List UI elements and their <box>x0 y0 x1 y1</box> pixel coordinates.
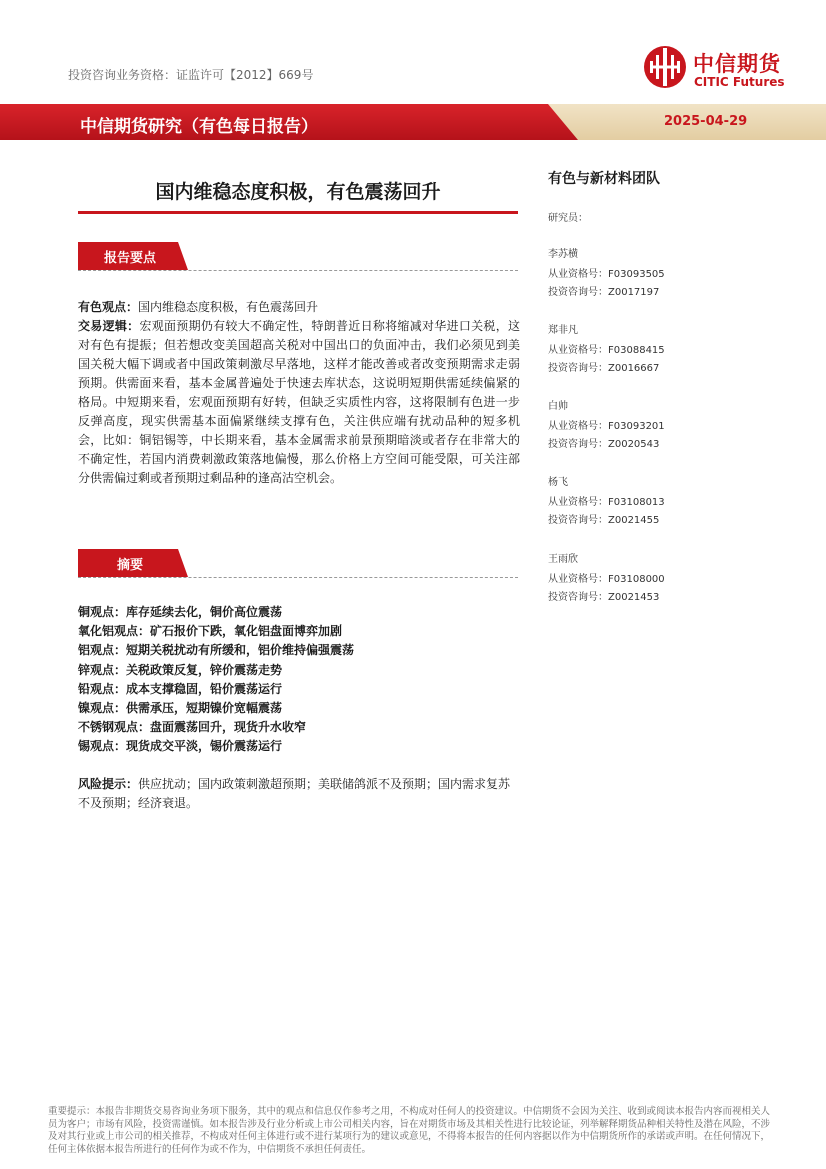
analyst-consult-id: 投资咨询号：Z0016667 <box>548 363 660 374</box>
analyst-consult-id: 投资咨询号：Z0017197 <box>548 287 660 298</box>
risk-warning <box>78 775 520 813</box>
analyst-consult-id: 投资咨询号：Z0021453 <box>548 592 660 603</box>
list-item: 镍观点：供需承压，短期镍价宽幅震荡 <box>78 701 283 716</box>
risk-text: 供应扰动；国内政策刺激超预期；美联储鸽派不及预期；国内需求复苏不及预期；经济衰退。 <box>78 777 511 810</box>
key-points-body <box>78 298 520 488</box>
view-text: 国内维稳态度积极，有色震荡回升 <box>138 300 319 314</box>
section-label: 报告要点 <box>103 251 156 266</box>
analyst-name: 白帅 <box>548 401 568 412</box>
title-divider <box>78 211 518 214</box>
list-item: 铝观点：短期关税扰动有所缓和，铝价维持偏强震荡 <box>78 643 355 658</box>
view-label: 有色观点： <box>78 300 139 314</box>
disclaimer-text: 重要提示：本报告非期货交易咨询业务项下服务，其中的观点和信息仅作参考之用，不构成对任何人的投资建议。中信期货不会因为关注、收到或阅读本报告内容而视相关人员为客户；市场有风险，投资需谨慎。如本报告涉及行业分析或上市公司相关内容，旨在对期货市场及其相关性进行比较论证，列举解释期货品种相关特性及潜在风险，不涉及对其行业或上市公司的相关推荐，不构成对任何主体进行或不进行某项行为的建议或意见，不得将本报告的任何内容据以作为中信期货所作的承诺或声明。在任何情况下，任何主体依据本报告所进行的任何作为或不作为，中信期货不承担任何责任。 <box>48 1106 771 1155</box>
analyst-qualification: 从业资格号：F03093201 <box>548 420 665 432</box>
analyst-qualification: 从业资格号：F03093505 <box>548 268 665 280</box>
list-item: 锡观点：现货成交平淡，锡价震荡运行 <box>78 739 283 754</box>
list-item: 铜观点：库存延续去化，铜价高位震荡 <box>78 605 283 619</box>
list-item: 铅观点：成本支撑稳固，铅价震荡运行 <box>78 681 283 696</box>
section-header-key-points <box>78 242 518 272</box>
team-name: 有色与新材料团队 <box>548 171 660 187</box>
analyst-name: 李苏横 <box>548 249 578 260</box>
report-date: 2025-04-29 <box>664 114 748 129</box>
logo-en-text: CITIC Futures <box>694 75 785 89</box>
banner-title: 中信期货研究（有色每日报告） <box>80 117 318 137</box>
report-banner <box>0 104 826 140</box>
analyst-card <box>548 246 665 303</box>
analyst-qualification: 从业资格号：F03108000 <box>548 573 665 585</box>
analyst-card <box>548 398 665 455</box>
risk-label: 风险提示： <box>78 777 139 791</box>
list-item: 不锈钢观点：盘面震荡回升，现货升水收窄 <box>78 720 307 735</box>
analyst-card <box>548 322 665 379</box>
analyst-card <box>548 474 665 531</box>
citic-logo-icon <box>643 45 687 89</box>
researcher-label: 研究员： <box>548 213 588 224</box>
logic-label: 交易逻辑： <box>78 319 140 333</box>
license-text: 投资咨询业务资格：证监许可【2012】669号 <box>68 68 314 82</box>
analyst-name: 王雨欣 <box>548 554 578 565</box>
analyst-name: 杨飞 <box>548 477 568 488</box>
company-logo <box>643 45 813 95</box>
list-item: 氧化铝观点：矿石报价下跌，氧化铝盘面博弈加剧 <box>78 624 343 639</box>
section-header-summary <box>78 549 518 579</box>
report-title: 国内维稳态度积极，有色震荡回升 <box>155 181 441 203</box>
section-label: 摘要 <box>116 558 143 573</box>
logic-paragraph <box>78 317 520 488</box>
analyst-consult-id: 投资咨询号：Z0021455 <box>548 515 660 526</box>
logic-text: 宏观面预期仍有较大不确定性，特朗普近日称将缩减对华进口关税，这对有色有提振；但若想改变美国超高关税对中国出口的负面冲击，我们必须见到美国关税大幅下调或者中国政策刺激尽早落地，这样才能改善或者改变预期需求走弱预期。供需面来看，基本金属普遍处于快速去库状态，这说明短期供需延续偏紧的格局。中短期来看，宏观面预期有好转，但缺乏实质性内容，这将限制有色进一步反弹高度，现实供需基本面偏紧继续支撑有色，关注供应端有扰动品种的短多机会，比如：铜铝锡等，中长期来看，基本金属需求前景预期暗淡或者存在非常大的不确定性，若国内消费刺激政策落地偏慢，那么价格上方空间可能受限，可关注部分供需偏过剩或者预期过剩品种的逢高沽空机会。 <box>78 319 520 485</box>
analyst-qualification: 从业资格号：F03108013 <box>548 496 665 508</box>
view-paragraph <box>78 298 520 317</box>
list-item: 锌观点：关税政策反复，锌价震荡走势 <box>78 662 283 677</box>
logo-cn-text: 中信期货 <box>693 52 781 76</box>
analyst-name: 郑非凡 <box>548 325 578 336</box>
analyst-card <box>548 551 665 608</box>
analyst-consult-id: 投资咨询号：Z0020543 <box>548 439 660 450</box>
analyst-qualification: 从业资格号：F03088415 <box>548 344 665 356</box>
summary-list <box>78 603 520 757</box>
